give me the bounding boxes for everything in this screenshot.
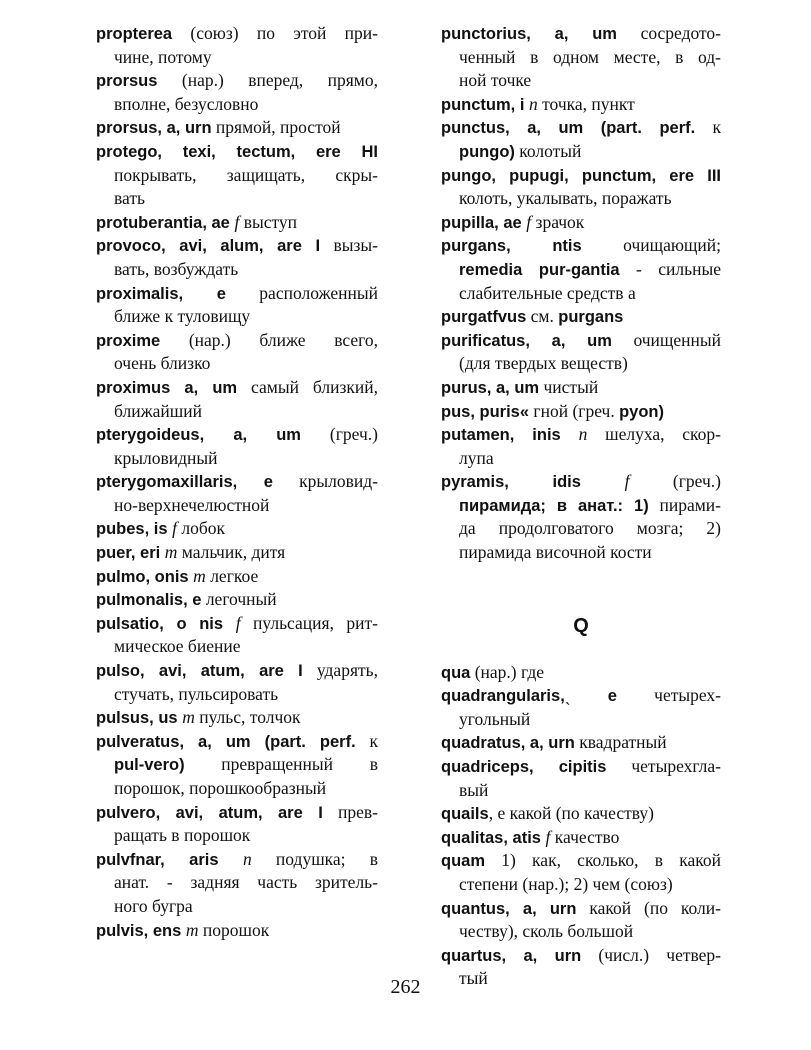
latin-term: quadratus, a, urn [441,734,575,753]
latin-term: pyon) [619,402,664,421]
translation-text: (греч.) [300,424,378,445]
entry-continuation-line [96,93,378,117]
dictionary-entry [441,400,721,424]
entry-continuation-line [96,447,378,471]
entry-headline [96,470,378,494]
translation-text: угольный [459,708,531,729]
translation-text: ращать в порошок [114,825,251,846]
translation-text: да продолговатого мозга; 2) [459,518,721,539]
translation-text: (нар.) вперед, прямо, [157,70,378,91]
entries-p-continued [441,22,721,565]
translation-text: точка, пункт [537,93,635,114]
dictionary-entry [96,470,378,517]
latin-term: quartus, a, urn [441,946,582,965]
entry-continuation-line [96,683,378,707]
entry-headline [96,919,378,943]
translation-text: 1) как, сколько, в какой [485,850,721,871]
latin-term: pulveratus, a, um (part. perf. [96,732,356,751]
translation-text: ного бугра [114,895,193,916]
translation-text: порошок [198,919,270,940]
dictionary-entry [96,116,378,140]
translation-text: вызы- [320,235,378,256]
translation-text: (для твердых веществ) [459,353,628,374]
dictionary-entry [96,730,378,801]
translation-text: анат. - задняя часть зритель- [114,872,378,893]
translation-text: честву), сколь большой [459,921,634,942]
dictionary-entry [96,22,378,69]
entry-headline [96,116,378,140]
translation-text: (нар.) ближе всего, [160,329,378,350]
latin-term: provoco, avi, alum, are I [96,237,321,256]
dictionary-entry [441,731,721,755]
translation-text: порошок, порошкообразный [114,778,327,798]
entry-headline [441,849,721,873]
dictionary-entry [441,423,721,470]
latin-term: pulmonalis, e [96,591,202,610]
latin-term: puer, eri [96,544,165,563]
translation-text: самый близкий, [237,376,378,397]
latin-term: pus, puris« [441,402,530,421]
translation-text: очищенный [611,329,721,350]
dictionary-entry [441,329,721,376]
latin-term: prorsus [96,72,158,91]
dictionary-entry [441,897,721,944]
latin-term: remedia pur-gantia [459,260,620,279]
latin-term: putamen, inis [441,426,579,445]
entry-continuation-line [441,282,721,306]
entry-headline [441,731,721,755]
grammatical-gender: m [164,542,178,563]
grammatical-gender: m [182,707,195,728]
translation-text: шелуха, скор- [587,424,721,445]
entry-continuation-line [96,824,378,848]
translation-text: степени (нар.); 2) чем (союз) [459,874,673,894]
translation-text: пульс, толчок [194,707,301,728]
dictionary-entry [96,801,378,848]
latin-term: pulsus, us [96,709,183,728]
translation-text: лобок [176,518,225,539]
latin-term: pterygoideus, a, um [96,426,301,445]
entry-headline [441,376,721,400]
translation-text: вать, возбуждать [114,258,239,279]
translation-text: ченный в одном месте, в од- [459,46,721,67]
translation-text: чине, потому [114,46,212,67]
translation-text: прямой, простой [211,117,341,138]
entry-headline [441,116,721,140]
latin-term: proximalis, e [96,284,226,303]
latin-term: pulvfnar, aris [96,850,243,869]
dictionary-entry [96,588,378,612]
grammatical-gender: n [529,93,538,114]
entry-headline [441,826,721,850]
latin-term: quam [441,852,486,871]
translation-text: (числ.) четвер- [581,944,721,965]
entry-headline [96,423,378,447]
translation-text: чистый [539,376,599,397]
entry-continuation-line [96,494,378,518]
entry-continuation-line [441,187,721,211]
entry-headline [96,541,378,565]
dictionary-entry [441,211,721,235]
grammatical-gender: m [193,565,206,586]
latin-term: punctorius, a, um [441,25,617,43]
translation-text: стучать, пульсировать [114,683,279,704]
entry-headline [96,801,378,825]
entry-continuation-line [96,258,378,282]
entry-continuation-line [441,69,721,93]
dictionary-entry [441,755,721,802]
entry-continuation-line [441,920,721,944]
entry-headline [441,164,721,188]
translation-text: мальчик, дитя [177,542,286,563]
entries-q [441,661,721,991]
dictionary-entry [96,541,378,565]
entry-continuation-line [441,517,721,541]
translation-text: вать [114,188,145,209]
latin-term: quadrangularis, [441,687,565,706]
entry-continuation-line [441,352,721,376]
latin-term: punctum, i [441,95,529,114]
entry-continuation-line [441,447,721,471]
grammatical-gender: m [185,919,199,940]
entry-headline [441,423,721,447]
latin-term: purgatfvus [441,308,527,327]
entry-continuation-line [96,400,378,424]
grammatical-gender: f [234,211,240,232]
latin-term: purificatus, a, um [441,331,612,350]
dictionary-entry [441,826,721,850]
dictionary-entry [441,93,721,117]
entry-headline [441,329,721,353]
translation-text: очищающий; [581,235,721,256]
grammatical-gender: f [545,826,551,847]
grammatical-gender: f [526,211,532,232]
latin-term: purus, a, um [441,378,540,397]
dictionary-entry [96,376,378,423]
translation-text: сосредото- [616,23,721,43]
translation-text: лупа [459,447,494,468]
translation-text: тый [459,968,488,989]
entry-headline [441,470,721,494]
entry-continuation-line [441,258,721,282]
dictionary-entry [441,684,721,731]
translation-text: качество [550,826,620,847]
latin-term: pubes, is [96,520,173,539]
translation-text: - сильные [619,258,721,279]
latin-term: quails [441,805,489,824]
dictionary-entry [96,659,378,706]
entry-headline [96,848,378,872]
latin-term: protuberantia, ae [96,213,235,232]
translation-text: слабительные средств а [459,282,636,303]
translation-text: ближе к туловищу [114,306,251,327]
translation-text: пирамида височной кости [459,542,652,563]
translation-text: пульсация, рит- [240,612,378,633]
dictionary-entry [96,140,378,211]
translation-text: мическое биение [114,636,241,657]
translation-text: ной точке [459,70,532,91]
latin-term: pterygomaxillaris, e [96,473,273,492]
dictionary-entry [96,211,378,235]
dictionary-entry [96,234,378,281]
latin-term: pulvis, ens [96,921,186,940]
dictionary-entry [96,848,378,919]
translation-text: покрывать, защищать, скры- [114,164,378,185]
translation-text: колотый [514,140,582,161]
latin-term: punctus, a, um (part. perf. [441,119,696,138]
dictionary-entry [441,164,721,211]
translation-text: гной (греч. [529,400,620,421]
translation-text: подушка; в [251,848,378,869]
entry-headline [441,802,721,826]
latin-term: prorsus, a, urn [96,119,212,138]
entry-headline [441,93,721,117]
translation-text: ударять, [302,660,378,681]
entry-headline [441,211,721,235]
dictionary-entry [96,612,378,659]
translation-text: крыловид- [272,471,378,492]
entry-headline [96,329,378,353]
translation-text: к [695,117,721,138]
grammatical-gender: n [242,848,252,869]
latin-term: pul-vero) [114,756,185,775]
translation-text: см. [526,306,559,327]
dictionary-entry [96,329,378,376]
entry-continuation-line [96,753,378,777]
dictionary-entry [96,282,378,329]
entry-headline [441,22,721,46]
grammatical-gender: f [172,518,177,539]
entry-continuation-line [441,46,721,70]
latin-term: quantus, a, urn [441,899,577,918]
dictionary-entry [96,423,378,470]
translation-text: превращенный в [184,754,378,775]
dictionary-entry [441,802,721,826]
translation-text: (союз) по этой при- [172,23,378,43]
entry-headline [96,69,378,93]
latin-term: pulsatio, o nis [96,614,236,633]
translation-text: выступ [239,211,298,232]
translation-text: очень близко [114,353,211,374]
latin-term: pulso, avi, atum, are I [96,662,303,681]
latin-term: purgans, ntis [441,237,582,256]
entry-headline [441,661,721,685]
translation-text: к [355,730,378,751]
latin-term: пирамида; в анат.: 1) [459,496,649,515]
right-column [441,22,721,991]
entry-headline [441,755,721,779]
entry-headline [441,305,721,329]
translation-text: какой (по коли- [576,897,721,918]
translation-text: четырех- [616,685,721,706]
latin-term: purgans [558,308,624,327]
entry-continuation-line [96,635,378,659]
entry-headline [441,684,721,708]
latin-term: qua [441,663,471,682]
translation-text: колоть, укалывать, поражать [459,188,672,209]
entry-continuation-line [441,873,721,897]
dictionary-entry [96,565,378,589]
page-number: 262 [390,976,421,998]
dictionary-entry [441,305,721,329]
entry-continuation-line [96,871,378,895]
translation-text: но-верхнечелюстной [114,494,270,515]
entry-headline [96,612,378,636]
translation-text: ˎ [564,685,608,706]
dictionary-entry [441,234,721,305]
dictionary-entry [441,661,721,685]
entry-continuation-line [441,140,721,164]
entry-headline [96,588,378,612]
entry-continuation-line [96,164,378,188]
latin-term: pungo) [459,142,515,161]
latin-term: pulmo, onis [96,567,194,586]
translation-text: расположенный [225,282,378,303]
entry-continuation-line [96,305,378,329]
dictionary-entry [96,69,378,116]
grammatical-gender: n [578,424,588,445]
dictionary-entry [96,919,378,943]
entry-continuation-line [96,895,378,919]
latin-term: quadriceps, cipitis [441,758,607,777]
dictionary-entry [441,849,721,896]
entry-headline [96,22,378,46]
latin-term: proxime [96,331,161,350]
translation-text: пирами- [648,494,721,515]
translation-text: легкое [205,565,259,586]
entry-headline [96,234,378,258]
entry-continuation-line [96,46,378,70]
latin-term: pupilla, ae [441,213,527,232]
entry-continuation-line [96,187,378,211]
latin-term: pungo, pupugi, punctum, ere III [441,166,721,185]
entry-headline [441,234,721,258]
entry-headline [96,282,378,306]
dictionary-entry [441,470,721,564]
translation-text: прев- [322,801,378,822]
translation-text: вполне, безусловно [114,93,259,114]
latin-term: qualitas, atis [441,828,546,847]
translation-text: квадратный [574,732,667,753]
entry-headline [441,897,721,921]
translation-text: вый [459,779,489,800]
latin-term: protego, texi, tectum, ere HI [96,142,378,161]
entry-continuation-line [441,494,721,518]
entry-headline [96,706,378,730]
entry-headline [96,565,378,589]
translation-text: ближайший [114,400,202,421]
latin-term: e [607,687,617,706]
entry-headline [441,400,721,424]
entry-continuation-line [441,708,721,732]
dictionary-entry [441,376,721,400]
entry-headline [96,376,378,400]
entry-headline [441,944,721,968]
left-column [96,22,378,942]
dictionary-entry [96,517,378,541]
latin-term: pyramis, idis [441,473,625,492]
entry-continuation-line [441,779,721,803]
latin-term: pulvero, avi, atum, are I [96,803,323,822]
dictionary-entry [441,116,721,163]
translation-text: , е какой (по качеству) [488,803,654,824]
grammatical-gender: f [624,471,630,492]
entry-headline [96,659,378,683]
entry-headline [96,730,378,754]
latin-term: propterea [96,25,173,43]
entry-continuation-line [96,777,378,801]
translation-text: четырехгла- [606,756,721,777]
entry-continuation-line [96,352,378,376]
translation-text: крыловидный [114,447,218,468]
translation-text: (нар.) где [470,661,544,682]
translation-text: легочный [201,589,277,610]
grammatical-gender: f [235,612,241,633]
translation-text: зрачок [531,211,585,232]
entry-headline [96,211,378,235]
latin-term: proximus a, um [96,378,238,397]
translation-text: (греч.) [629,471,721,492]
entry-headline [96,140,378,164]
dictionary-entry [96,706,378,730]
entry-continuation-line [441,541,721,565]
section-letter-heading: Q [573,614,589,637]
entry-headline [96,517,378,541]
dictionary-entry [441,22,721,93]
